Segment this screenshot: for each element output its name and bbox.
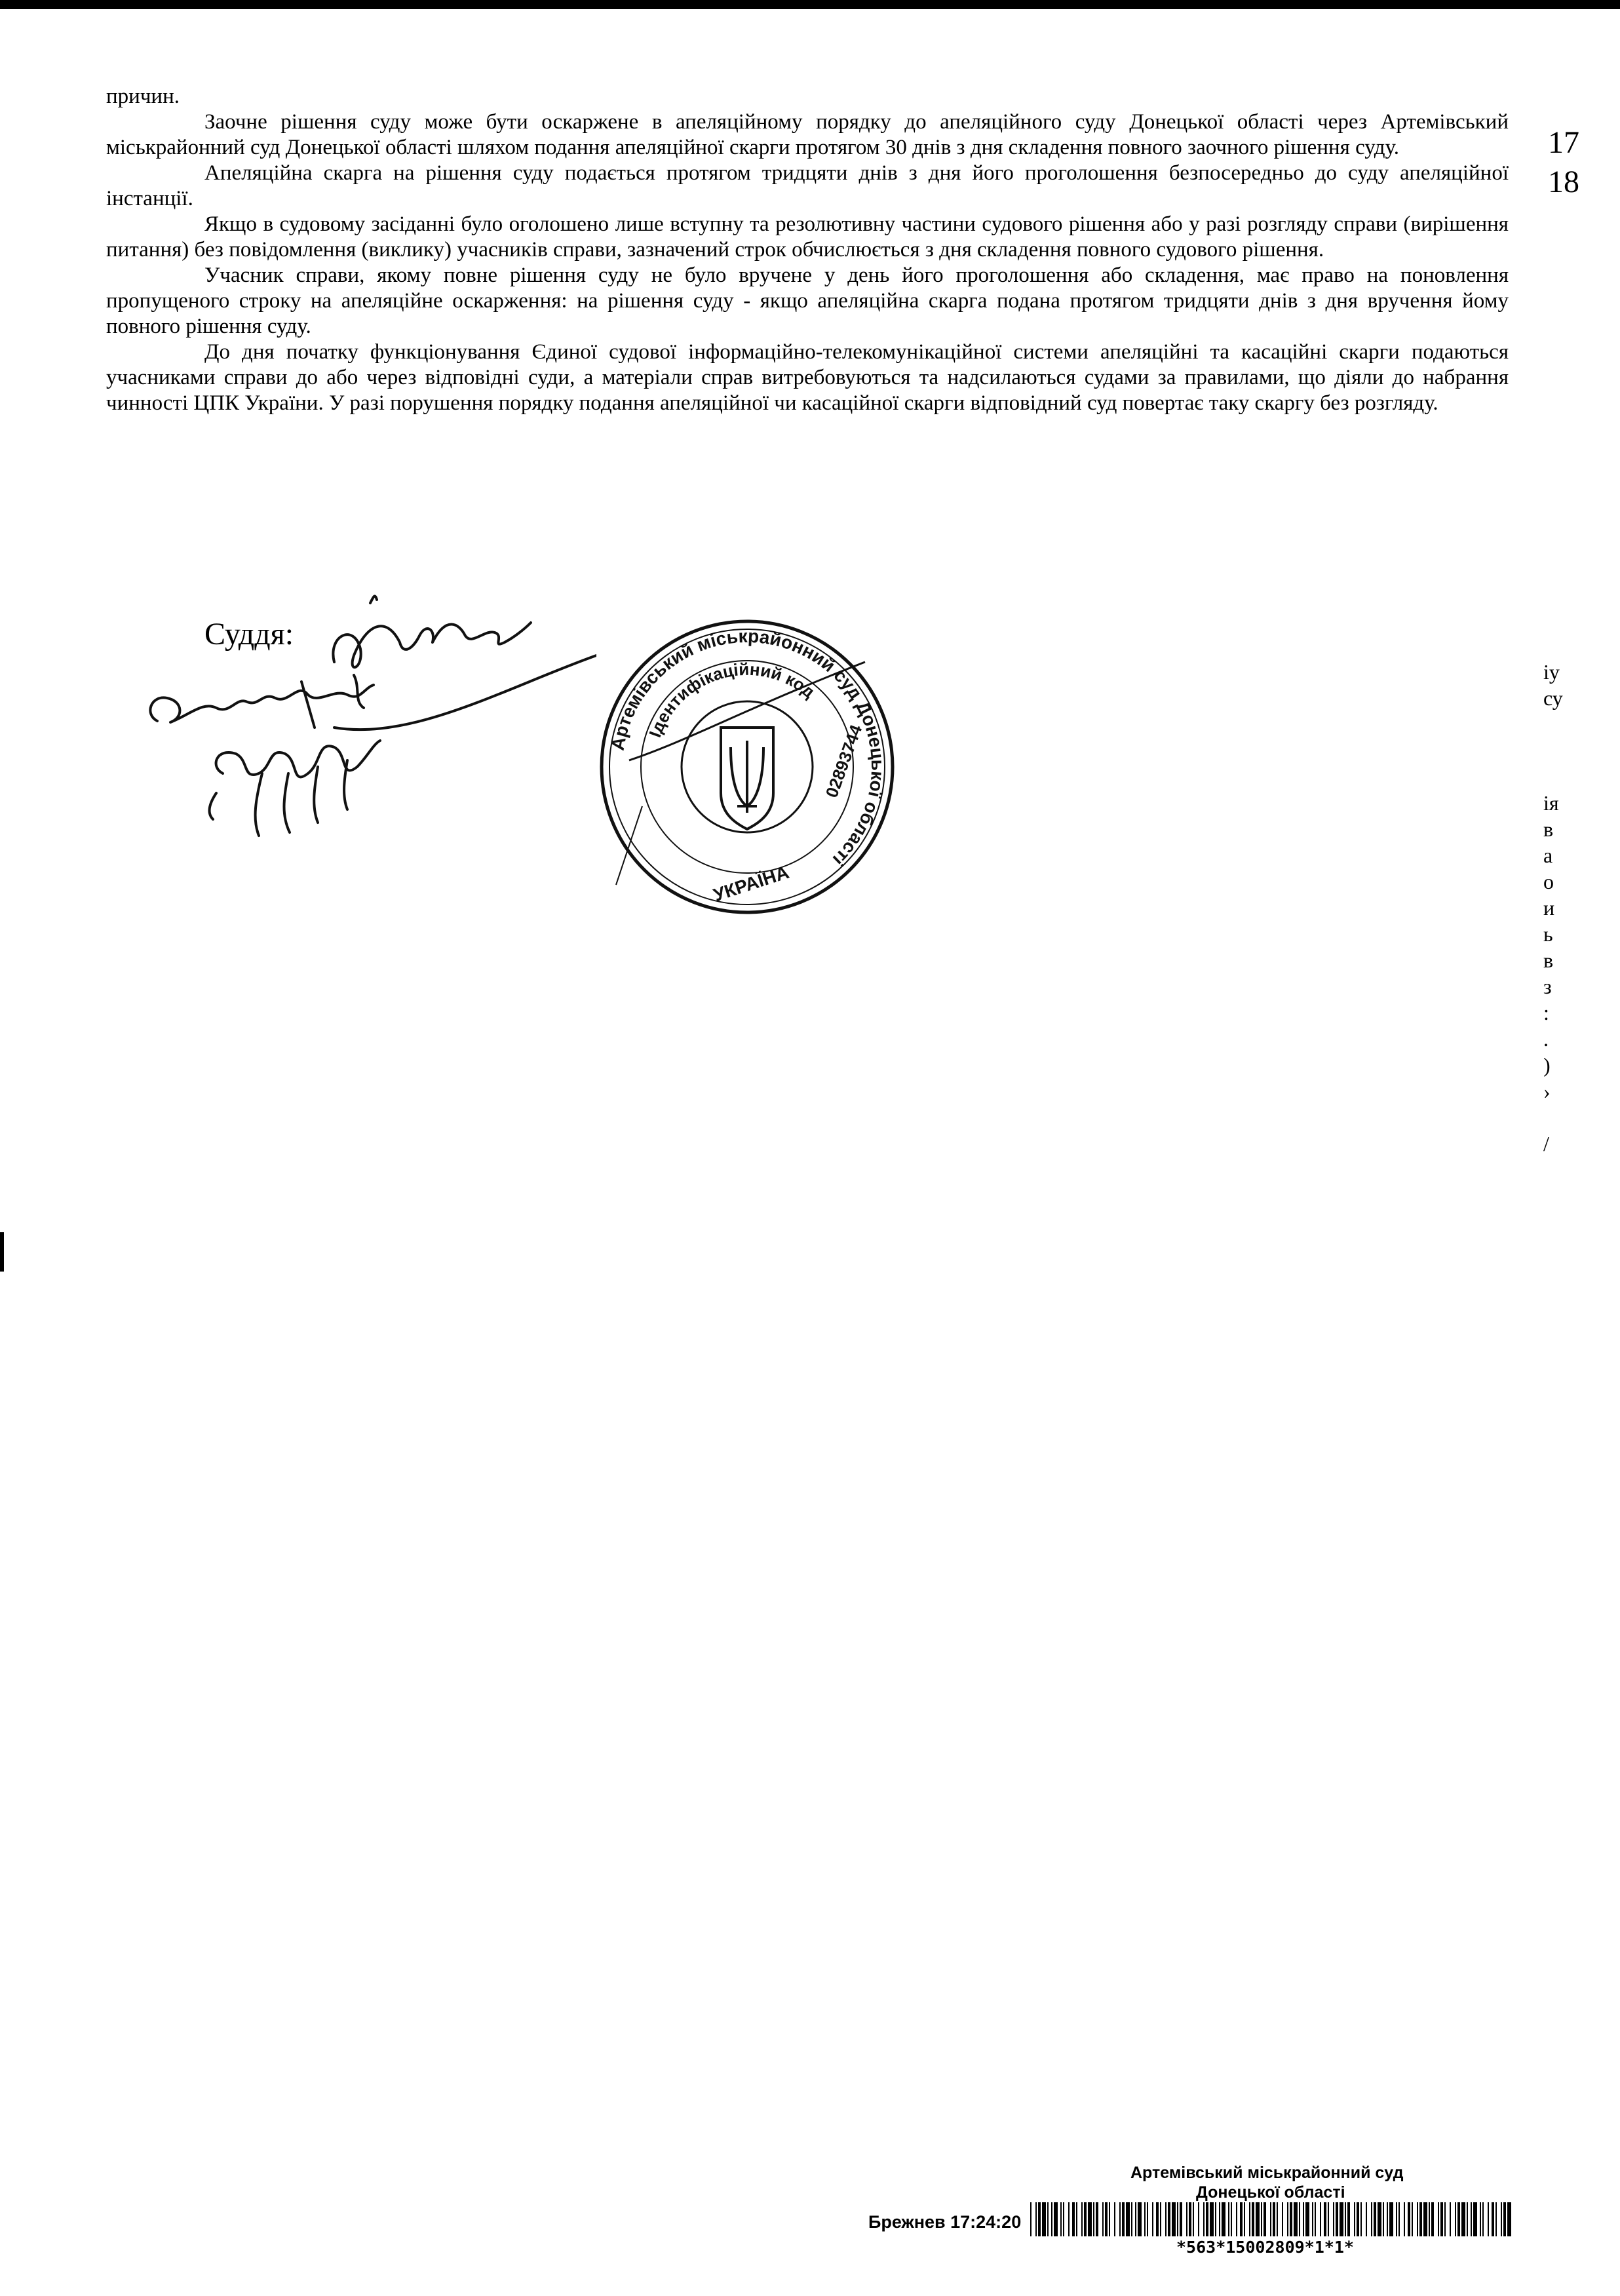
barcode-bar: [1320, 2202, 1321, 2236]
barcode-bar: [1492, 2202, 1494, 2236]
barcode-bar: [1461, 2202, 1465, 2236]
court-stamp: [1130, 2163, 1403, 2202]
barcode-bar: [1038, 2202, 1041, 2236]
margin-page-number: 17: [1548, 125, 1579, 160]
margin-fragment: и: [1543, 896, 1555, 920]
barcode-bar: [1144, 2202, 1146, 2236]
barcode-bar: [1138, 2202, 1142, 2236]
barcode-bar: [1457, 2202, 1460, 2236]
barcode-bar: [1102, 2202, 1104, 2236]
barcode-bar: [1189, 2202, 1191, 2236]
barcode-bar: [1503, 2202, 1506, 2236]
barcode-bar: [1387, 2202, 1388, 2236]
margin-fragment: з: [1543, 975, 1552, 998]
barcode-bar: [1473, 2202, 1477, 2236]
margin-fragment: [1543, 1104, 1563, 1131]
barcode-bar: [1270, 2202, 1271, 2236]
barcode-bar: [1438, 2202, 1439, 2236]
barcode-bar: [1408, 2202, 1410, 2236]
barcode-bar: [1282, 2202, 1283, 2236]
paragraph: Заочне рішення суду може бути оскаржене в апеляційному порядку до апеляційного суду Донецької області через Артемівський міськрайонний суд Донецької області шляхом подання апеляційної скарги протягом 30 днів з дня складення повного заочного рішення суду.: [106, 110, 1509, 159]
barcode-bar: [1084, 2202, 1087, 2236]
court-stamp-line: Артемівський міськрайонний суд: [1130, 2164, 1404, 2182]
barcode-bar: [1488, 2202, 1489, 2236]
barcode-bar: [1126, 2202, 1130, 2236]
barcode-bar: [1072, 2202, 1075, 2236]
barcode-bar: [1273, 2202, 1275, 2236]
barcode-bar: [1450, 2202, 1451, 2236]
margin-fragment: в: [1543, 948, 1554, 972]
barcode-bar: [1412, 2202, 1413, 2236]
barcode-bar: [1431, 2202, 1434, 2236]
margin-fragment: о: [1543, 870, 1554, 893]
barcode-bar: [1423, 2202, 1427, 2236]
barcode-bar: [1366, 2202, 1367, 2236]
court-stamp-line: Донецької області: [1196, 2183, 1345, 2202]
barcode-bar: [1222, 2202, 1225, 2236]
margin-fragment: ія: [1543, 791, 1559, 815]
barcode-bar: [1093, 2202, 1094, 2236]
barcode-bar: [1096, 2202, 1098, 2236]
barcode-bar: [1210, 2202, 1214, 2236]
barcode-bar: [1119, 2202, 1121, 2236]
barcode-bar: [1252, 2202, 1254, 2236]
barcode-bar: [1030, 2202, 1032, 2236]
barcode-bar: [1455, 2202, 1456, 2236]
barcode-bar: [1378, 2202, 1381, 2236]
barcode-bar: [1495, 2202, 1497, 2236]
court-seal: [590, 610, 904, 924]
barcode-bar: [1114, 2202, 1115, 2236]
seal-code: 02893744: [821, 722, 866, 800]
barcode-bar: [1371, 2202, 1372, 2236]
barcode-bar: [1135, 2202, 1136, 2236]
barcode-bar: [1105, 2202, 1108, 2236]
seal-bottom-text: УКРАЇНА: [710, 861, 792, 906]
document-body: [106, 84, 1509, 416]
barcode-bar: [1068, 2202, 1070, 2236]
barcode-bar: [1482, 2202, 1484, 2236]
barcode-bar: [1299, 2202, 1300, 2236]
right-margin-fragments: [1543, 659, 1563, 1157]
barcode-bar: [1340, 2202, 1343, 2236]
barcode-bar: [1156, 2202, 1159, 2236]
margin-fragment: [1543, 711, 1563, 737]
margin-fragment: ): [1543, 1053, 1551, 1077]
barcode-bar: [1417, 2202, 1418, 2236]
barcode-bar: [1261, 2202, 1262, 2236]
barcode-bar: [1480, 2202, 1481, 2236]
barcode-bar: [1357, 2202, 1359, 2236]
barcode-bar: [1374, 2202, 1376, 2236]
barcode-bar: [1131, 2202, 1132, 2236]
margin-fragment: [1543, 737, 1563, 764]
barcode-bar: [1177, 2202, 1178, 2236]
barcode-bar: [1444, 2202, 1446, 2236]
barcode-bar: [1160, 2202, 1161, 2236]
barcode-bar: [1303, 2202, 1304, 2236]
barcode-bar: [1277, 2202, 1278, 2236]
margin-fragment: іу: [1543, 660, 1560, 684]
barcode-bar: [1172, 2202, 1176, 2236]
barcode-bar: [1122, 2202, 1125, 2236]
barcode-bar: [1147, 2202, 1148, 2236]
barcode-bar: [1328, 2202, 1329, 2236]
barcode-bar: [1315, 2202, 1316, 2236]
paragraph: Учасник справи, якому повне рішення суду не було вручене у день його проголошення або складення, має право на поновлення пропущеного строку на апеляційне оскарження: на рішення суду - якщо апеляційна скарга подана протягом тридцяти днів з дня вручення йому повного рішення суду.: [106, 263, 1509, 338]
paragraph: Апеляційна скарга на рішення суду подається протягом тридцяти днів з дня його проголошення безпосередньо до суду апеляційної інстанції.: [106, 161, 1509, 210]
seal-outer-text: Артемівський міськрайонний суд Донецької області: [607, 625, 889, 870]
paragraph: Якщо в судовому засіданні було оголошено лише вступну та резолютивну частини судового рішення або у разі розгляду справи (вирішення питання) без повідомлення (виклику) учасників справи, зазначений строк обчислюється з дня складення повного судового рішення.: [106, 212, 1509, 262]
barcode-bar: [1440, 2202, 1443, 2236]
barcode-bar: [1345, 2202, 1346, 2236]
barcode-bar: [1287, 2202, 1288, 2236]
margin-fragment: [1543, 764, 1563, 790]
barcode-bar: [1404, 2202, 1405, 2236]
paragraph: До дня початку функціонування Єдиної судової інформаційно-телекомунікаційної системи апеляційні та касаційні скарги подаються учасниками справи до або через відповідні суди, а матеріали справ витребовуються та надсилаються судами за правилами, що діяли до набрання чинності ЦПК України. У разі порушення порядку подання апеляційної чи касаційної скарги відповідний суд повертає таку скаргу без розгляду.: [106, 340, 1509, 415]
barcode-bar: [1088, 2202, 1092, 2236]
barcode-bar: [1198, 2202, 1199, 2236]
barcode-bar: [1054, 2202, 1058, 2236]
document-barcode: [1030, 2202, 1512, 2236]
barcode-bar: [1042, 2202, 1046, 2236]
barcode-bar: [1076, 2202, 1077, 2236]
barcode-bar: [1060, 2202, 1062, 2236]
barcode-bar: [1219, 2202, 1220, 2236]
barcode-bar: [1206, 2202, 1208, 2236]
judge-label: Суддя:: [204, 617, 294, 652]
barcode-bar: [1203, 2202, 1205, 2236]
margin-fragment: в: [1543, 817, 1554, 841]
barcode-bar: [1240, 2202, 1243, 2236]
barcode-bar: [1389, 2202, 1393, 2236]
scan-top-edge: [0, 0, 1620, 9]
barcode-bar: [1051, 2202, 1052, 2236]
margin-fragment: :: [1543, 1001, 1549, 1024]
margin-fragment: ›: [1543, 1080, 1551, 1103]
barcode-bar: [1165, 2202, 1167, 2236]
margin-fragment: ь: [1543, 922, 1553, 946]
barcode-bar: [1398, 2202, 1400, 2236]
margin-fragment: .: [1543, 1027, 1549, 1051]
barcode-caption: *563*15002809*1*1*: [1176, 2238, 1354, 2257]
barcode-bar: [1168, 2202, 1170, 2236]
barcode-bar: [1347, 2202, 1350, 2236]
barcode-bar: [1249, 2202, 1250, 2236]
barcode-bar: [1263, 2202, 1266, 2236]
margin-fragment: су: [1543, 686, 1563, 710]
barcode-bar: [1231, 2202, 1232, 2236]
barcode-bar: [1396, 2202, 1397, 2236]
margin-fragment: а: [1543, 844, 1553, 867]
seal-inner-text: Ідентифікаційний код: [645, 659, 819, 740]
barcode-bar: [1256, 2202, 1260, 2236]
barcode-bar: [1336, 2202, 1338, 2236]
barcode-bar: [1063, 2202, 1064, 2236]
margin-page-number: 18: [1548, 165, 1579, 199]
barcode-bar: [1471, 2202, 1472, 2236]
barcode-bar: [1360, 2202, 1362, 2236]
barcode-bar: [1109, 2202, 1110, 2236]
barcode-bar: [1152, 2202, 1153, 2236]
barcode-bar: [1429, 2202, 1430, 2236]
barcode-bar: [1354, 2202, 1355, 2236]
barcode-bar: [1501, 2202, 1502, 2236]
judge-signatures: [138, 577, 596, 852]
scan-left-edge-mark: [0, 1232, 4, 1272]
barcode-bar: [1236, 2202, 1237, 2236]
barcode-bar: [1186, 2202, 1187, 2236]
barcode-bar: [1193, 2202, 1194, 2236]
barcode-bar: [1228, 2202, 1229, 2236]
barcode-bar: [1035, 2202, 1037, 2236]
barcode-bar: [1419, 2202, 1422, 2236]
barcode-bar: [1467, 2202, 1468, 2236]
barcode-bar: [1244, 2202, 1245, 2236]
barcode-bar: [1290, 2202, 1292, 2236]
barcode-bar: [1047, 2202, 1049, 2236]
barcode-bar: [1383, 2202, 1384, 2236]
barcode-bar: [1180, 2202, 1182, 2236]
barcode-bar: [1312, 2202, 1313, 2236]
paragraph: причин.: [106, 85, 180, 108]
barcode-bar: [1081, 2202, 1083, 2236]
barcode-bar: [1507, 2202, 1511, 2236]
barcode-bar: [1324, 2202, 1326, 2236]
operator-time: Брежнев 17:24:20: [868, 2212, 1022, 2232]
barcode-bar: [1294, 2202, 1298, 2236]
margin-fragment: /: [1543, 1132, 1549, 1156]
barcode-bar: [1333, 2202, 1334, 2236]
trident-icon: [721, 728, 773, 829]
barcode-bar: [1215, 2202, 1216, 2236]
barcode-bar: [1305, 2202, 1309, 2236]
